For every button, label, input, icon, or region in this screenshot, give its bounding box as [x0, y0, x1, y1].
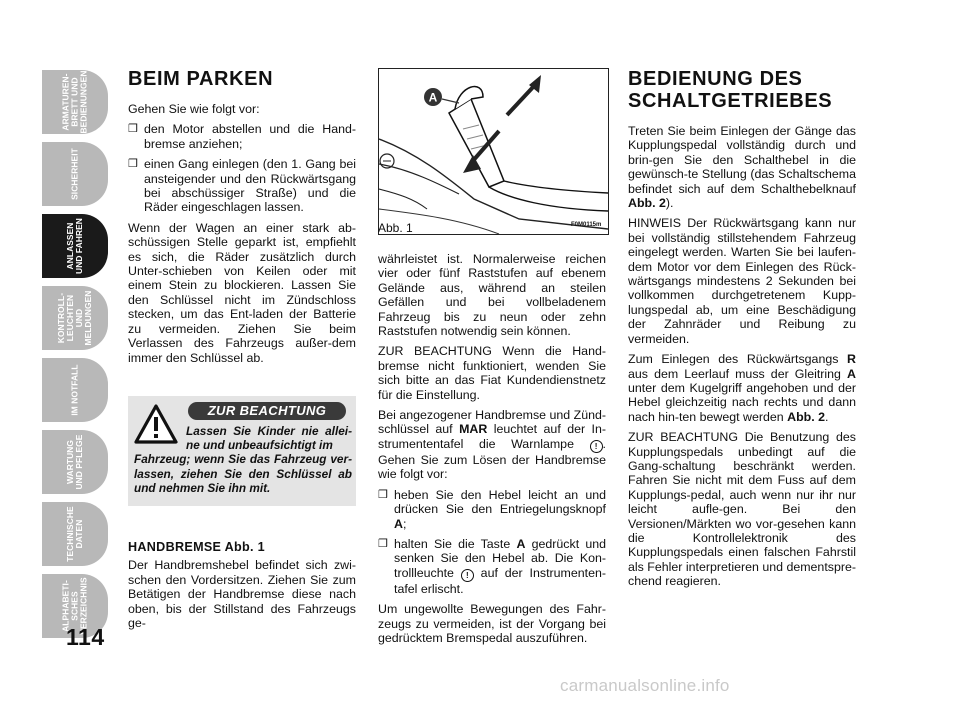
warning-text: Lassen Sie Kinder nie allei-ne und unbeaufsichtigt im Fahrzeug; wenn Sie das Fahrzeug ver-lassen, ziehen Sie den Schlüssel ab und nehmen Sie ihn mit. [134, 424, 352, 495]
brake-warning-lamp-icon: ! [590, 440, 603, 453]
tab-anlassen-und-fahren[interactable]: ANLASSEN UND FAHREN [42, 214, 108, 278]
section-title-schaltgetriebe: BEDIENUNG DES SCHALTGETRIEBES [628, 68, 833, 112]
warning-label: ZUR BEACHTUNG [188, 402, 346, 420]
paragraph: HINWEIS Der Rückwärtsgang kann nur bei vollständig stillstehendem Fahrzeug eingelegt werden. Warten Sie bei laufen-dem Motor vor dem Einlegen des Rück-wärtsgangs mindestens 2 Sekunden bei vollkommen durchgetretenem Kupp-lungspedal ab, um eine Beschädigung der Zahnräder und Reibung zu vermeiden. [628, 216, 856, 346]
column-1 [128, 68, 356, 371]
warning-box [128, 396, 356, 506]
tab-armaturenbrett[interactable]: ARMATUREN- BRETT UND BEDIENUNGEN [42, 70, 108, 134]
figure-code: F0M0115m [571, 222, 602, 228]
column-2 [378, 252, 606, 651]
tab-sicherheit[interactable]: SICHERHEIT [42, 142, 108, 206]
callout-a-label: A [428, 90, 438, 105]
intro-text: Gehen Sie wie folgt vor: [128, 102, 260, 116]
handbrake-section [128, 540, 356, 636]
tab-technische-daten[interactable]: TECHNISCHE DATEN [42, 502, 108, 566]
figure-caption: Abb. 1 [378, 221, 413, 235]
page-number: 114 [66, 624, 105, 650]
tab-alphabetisches-verzeichnis[interactable]: ALPHABETI- SCHES VERZEICHNIS [42, 574, 108, 638]
list-item: ❒ den Motor abstellen und die Hand-bremse anziehen; [128, 122, 356, 151]
column-3 [628, 68, 856, 595]
bullet-icon: ❒ [128, 123, 138, 136]
paragraph: währleistet ist. Normalerweise reichen vier oder fünf Raststufen auf ebenem Gelände aus, während an steilen Gefällen und bei vollbeladenem Fahrzeug bis zu neun oder zehn Raststufen notwendig sein können. [378, 252, 606, 339]
tab-wartung-und-pflege[interactable]: WARTUNG UND PFLEGE [42, 430, 108, 494]
paragraph: ZUR BEACHTUNG Wenn die Hand-bremse nicht funktioniert, wenden Sie sich bitte an das Fiat Kundendienstnetz für die Einstellung. [378, 344, 606, 402]
bullet-icon: ❒ [378, 488, 388, 501]
handbrake-illustration [379, 69, 608, 234]
bullet-icon: ❒ [128, 158, 138, 171]
tab-im-notfall[interactable]: IM NOTFALL [42, 358, 108, 422]
section-title-parken: BEIM PARKEN [128, 68, 274, 90]
list-item: ❒ heben Sie den Hebel leicht an und drücken Sie den Entriegelungsknopf A; [378, 487, 606, 531]
parking-paragraph: Wenn der Wagen an einer stark ab-schüssigen Stelle geparkt ist, empfiehlt es sich, die Räder zusätzlich durch Unter-schieben von Keilen oder mit einem Stein zu blockieren. Lassen Sie den Schlüssel nicht im Zündschloss stecken, um das Ent-laden der Batterie zu vermeiden. Ziehen Sie beim Verlassen des Fahrzeugs außer-dem immer den Schlüssel ab. [128, 220, 356, 365]
tab-kontrollleuchten[interactable]: KONTROLL- LEUCHTEN UND MELDUNGEN [42, 286, 108, 350]
list-item: ❒ einen Gang einlegen (den 1. Gang bei ansteigender und den Rückwärtsgang bei abschüssiger Straße) und die Räder eingeschlagen lassen. [128, 157, 356, 215]
list-item: ❒ halten Sie die Taste A gedrückt und senken Sie den Hebel ab. Die Kon-trollleuchte ! auf der Instrumenten-tafel erlischt. [378, 536, 607, 596]
handbrake-text: Der Handbremshebel befindet sich zwi-schen den Vordersitzen. Ziehen Sie zum Betätigen der Handbremse diese nach oben, bis der Stillstand des Fahrzeugs ge- [128, 558, 356, 631]
bullet-icon: ❒ [378, 537, 388, 550]
figure-handbrake [378, 68, 609, 235]
footer-watermark: carmanualsonline.info [560, 676, 730, 695]
paragraph: Zum Einlegen des Rückwärtsgangs R aus dem Leerlauf muss der Gleitring A unter dem Kugelgriff angehoben und der Hebel gleichzeitig nach rechts und dann nach hin-ten bewegt werden Abb. 2. [628, 352, 856, 424]
paragraph: Treten Sie beim Einlegen der Gänge das Kupplungspedal vollständig durch und brin-gen Sie den Schalthebel in die gewünsch-te Stellung (das Schaltschema befindet sich auf dem Schalthebelknauf Abb. 2). [628, 124, 856, 211]
paragraph: ZUR BEACHTUNG Die Benutzung des Kupplungspedals unbedingt auf die Gang-schaltung beschränkt werden. Fahren Sie nicht mit dem Fuss auf dem Kupplungs-pedal, auch wenn nur ihr nur leicht aufle-gen. Bei den Versionen/Märkten wo vor-gesehen kann die Kontrollelektronik des Kupplungspedals einen falschen Fahrstil als Fehler interpretieren und dementspre-chend reagieren. [628, 430, 856, 589]
paragraph: Bei angezogener Handbremse und Zünd-schlüssel auf MAR leuchtet auf der In-strumententafel die Warnlampe ! . Gehen Sie zum Lösen der Handbremse wie folgt vor: [378, 408, 606, 482]
handbrake-heading: HANDBREMSE Abb. 1 [128, 540, 265, 554]
brake-warning-lamp-icon: ! [461, 569, 474, 582]
paragraph: Um ungewollte Bewegungen des Fahr-zeugs zu vermeiden, ist der Vorgang bei gedrücktem Bremspedal auszuführen. [378, 602, 606, 645]
